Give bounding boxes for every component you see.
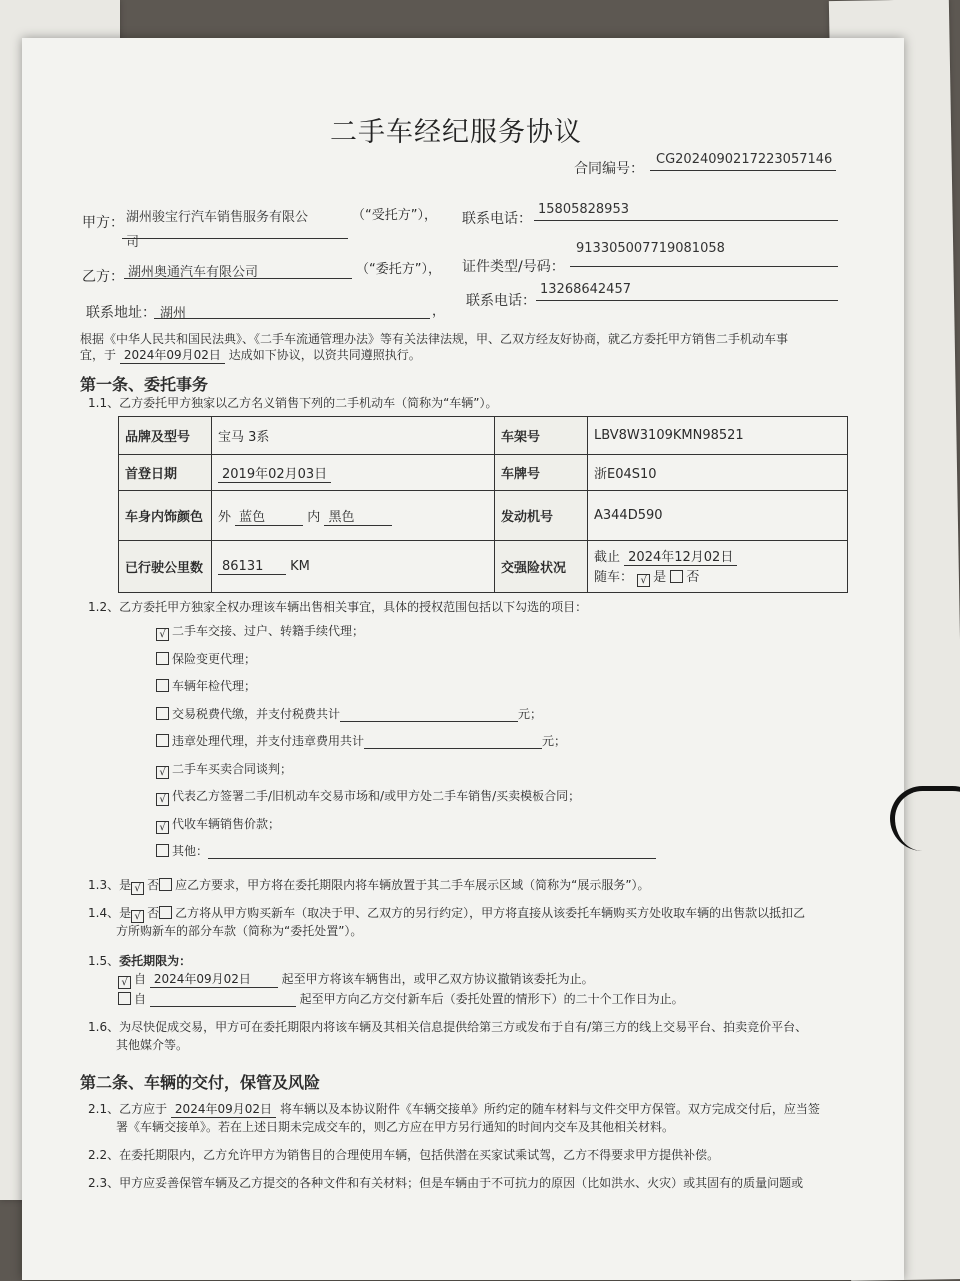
clause-2-1-date: 2024年09月02日: [171, 1100, 276, 1118]
checkbox-1-4-no[interactable]: [159, 906, 172, 919]
clause-1-4-line-2: 方所购新车的部分车款（简称为“委托处置”）。: [116, 924, 363, 938]
authorization-label: 违章处理代理，并支付违章费用共计: [172, 734, 365, 748]
mileage-label: 已行驶公里数: [119, 541, 212, 593]
authorization-label: 交易税费代缴，并支付税费共计: [172, 706, 341, 721]
intro-prefix: 宜，于: [80, 348, 117, 362]
term-1-prefix: 自: [134, 972, 147, 986]
intro-line-2: [80, 346, 421, 364]
party-b-address: 湖州: [160, 306, 187, 321]
mileage-cell: [212, 541, 495, 593]
clause-2-3: 2.3、甲方应妥善保管车辆及乙方提交的各种文件和有关材料；但是车辆由于不可抗力的原因（比如洪水、火灾）或其固有的质量问题或: [88, 1176, 804, 1190]
authorization-item: [156, 842, 656, 859]
color-in-value: 黑色: [324, 506, 392, 526]
authorization-checkbox[interactable]: √: [156, 766, 169, 779]
clause-1-5-label: 1.5、: [88, 954, 120, 968]
authorization-checkbox[interactable]: √: [156, 628, 169, 641]
party-a-phone: 15805828953: [538, 202, 629, 217]
clause-2-1-prefix: 2.1、乙方应于: [88, 1102, 168, 1116]
engine-label: 发动机号: [495, 491, 588, 541]
checkbox-1-4-yes[interactable]: √: [131, 910, 144, 923]
clause-1-1: 1.1、乙方委托甲方独家以乙方名义销售下列的二手机动车（简称为“车辆”）。: [88, 396, 498, 410]
clause-2-1: [88, 1100, 820, 1118]
plate-value: 浙E04S10: [588, 455, 848, 491]
mileage-value: 86131: [218, 559, 286, 575]
intro-date: 2024年09月02日: [120, 346, 225, 364]
authorization-checkbox[interactable]: √: [156, 821, 169, 834]
checkbox-no[interactable]: [670, 570, 683, 583]
party-a-label: 甲方：: [82, 215, 124, 231]
party-b-phone: 13268642457: [540, 282, 631, 297]
party-b-id: 913305007719081058: [576, 241, 725, 256]
party-a-name: 湖州骏宝行汽车销售服务有限公: [126, 210, 309, 225]
brand-value: 宝马 3系: [212, 417, 495, 455]
authorization-suffix: 元；: [518, 706, 543, 721]
vin-label: 车架号: [495, 417, 588, 455]
authorization-blank[interactable]: [340, 707, 518, 722]
authorization-label: 其他：: [172, 844, 209, 858]
engine-value: A344D590: [588, 491, 848, 541]
term-2-date: [150, 992, 296, 1007]
authorization-item: [156, 705, 542, 722]
brand-label: 品牌及型号: [119, 417, 212, 455]
intro-line-1: 根据《中华人民共和国民法典》、《二手车流通管理办法》等有关法律法规，甲、乙双方经友好协商，就乙方委托甲方销售二手机动车事: [80, 332, 789, 346]
clause-1-3-middle: 否: [147, 878, 160, 892]
authorization-item: [156, 815, 280, 834]
authorization-item: [156, 787, 580, 806]
authorization-checkbox[interactable]: [156, 679, 169, 692]
authorization-blank[interactable]: [364, 734, 542, 749]
party-b-address-label: 联系地址：: [86, 305, 156, 321]
authorization-checkbox[interactable]: √: [156, 793, 169, 806]
vehicle-table: [118, 416, 848, 593]
checkbox-term-2[interactable]: [118, 992, 131, 1005]
authorization-label: 代表乙方签署二手/旧机动车交易市场和/或甲方处二手车销售/买卖模板合同；: [172, 789, 581, 803]
section-2-heading: 第二条、车辆的交付，保管及风险: [80, 1073, 321, 1092]
table-row: [119, 491, 848, 541]
term-2-prefix: 自: [134, 992, 147, 1006]
table-row: [119, 455, 848, 491]
term-option-1: [118, 970, 594, 989]
authorization-label: 车辆年检代理；: [172, 679, 257, 693]
comma: ，: [432, 304, 446, 319]
insurance-until-prefix: 截止: [594, 550, 621, 565]
authorization-item: [156, 732, 566, 749]
authorization-blank[interactable]: [208, 844, 656, 859]
clause-1-4: [88, 904, 805, 923]
clause-1-6-line-1: 1.6、为尽快促成交易，甲方可在委托期限内将该车辆及其相关信息提供给第三方或发布于自有/第三方的线上交易平台、拍卖竞价平台、: [88, 1020, 808, 1034]
authorization-checkbox[interactable]: [156, 707, 169, 720]
party-b-phone-underline: [536, 300, 838, 301]
clause-1-3-prefix: 1.3、是: [88, 878, 132, 892]
party-b-role: （“委托方”），: [356, 262, 441, 277]
vin-value: LBV8W3109KMN98521: [588, 417, 848, 455]
checkbox-term-1[interactable]: √: [118, 976, 131, 989]
insurance-cell: [588, 541, 848, 593]
section-1-heading: 第一条、委托事务: [80, 375, 209, 394]
intro-suffix: 达成如下协议，以资共同遵照执行。: [228, 348, 421, 362]
insurance-label: 交强险状况: [495, 541, 588, 593]
authorization-label: 二手车交接、过户、转籍手续代理；: [172, 624, 365, 638]
clause-1-2: 1.2、乙方委托甲方独家全权办理该车辆出售相关事宜，具体的授权范围包括以下勾选的项目：: [88, 600, 588, 614]
authorization-suffix: 元；: [542, 734, 567, 748]
party-a-underline: [122, 238, 348, 239]
clause-1-4-middle: 否: [147, 906, 160, 920]
term-1-date: 2024年09月02日: [150, 970, 278, 988]
authorization-checkbox[interactable]: [156, 844, 169, 857]
clause-1-5: [88, 952, 191, 969]
color-cell: [212, 491, 495, 541]
clause-1-6-line-2: 其他媒介等。: [116, 1038, 189, 1052]
party-b-name: 湖州奥通汽车有限公司: [128, 265, 259, 280]
checkbox-1-3-no[interactable]: [159, 878, 172, 891]
clause-1-4-prefix: 1.4、是: [88, 906, 132, 920]
term-1-text: 起至甲方将该车辆售出，或甲乙双方协议撤销该委托为止。: [281, 972, 594, 986]
checkbox-1-3-yes[interactable]: √: [131, 882, 144, 895]
authorization-checkbox[interactable]: [156, 652, 169, 665]
mileage-unit: KM: [290, 558, 310, 574]
insurance-follow-row: [594, 566, 841, 587]
authorization-item: [156, 622, 364, 641]
color-out-value: 蓝色: [235, 506, 303, 526]
party-b-id-label: 证件类型/号码：: [462, 259, 565, 275]
color-in-prefix: 内: [307, 509, 321, 525]
clause-1-3: [88, 876, 650, 895]
party-b-label: 乙方：: [82, 269, 124, 285]
party-b-address-underline: [154, 318, 430, 319]
contract-page: [22, 38, 904, 1280]
reg-date-label: 首登日期: [119, 455, 212, 491]
authorization-label: 保险变更代理；: [172, 651, 257, 666]
insurance-no: 否: [686, 570, 700, 585]
authorization-label: 代收车辆销售价款；: [172, 816, 281, 831]
cable: [890, 786, 960, 851]
clause-2-2: 2.2、在委托期限内，乙方允许甲方为销售目的合理使用车辆，包括供潜在买家试乘试驾，乙方不得要求甲方提供补偿。: [88, 1148, 720, 1162]
party-a-role: （“受托方”），: [352, 208, 437, 223]
clause-1-4-line1: 乙方将从甲方购买新车（取决于甲、乙双方的另行约定），甲方将直接从该委托车辆购买方处收取车辆的出售款以抵扣乙: [175, 906, 806, 920]
authorization-item: [156, 760, 292, 779]
party-b-id-underline: [570, 266, 838, 267]
party-a-phone-label: 联系电话：: [462, 211, 532, 227]
plate-label: 车牌号: [495, 455, 588, 491]
authorization-label: 二手车买卖合同谈判；: [172, 761, 293, 776]
color-out-prefix: 外: [218, 509, 232, 525]
checkbox-yes[interactable]: √: [637, 574, 650, 587]
term-option-2: [118, 990, 684, 1007]
authorization-checkbox[interactable]: [156, 734, 169, 747]
reg-date-value: 2019年02月03日: [218, 463, 331, 483]
color-label: 车身内饰颜色: [119, 491, 212, 541]
table-row: [119, 417, 848, 455]
contract-no-value: CG20240902172230571​46: [656, 152, 833, 167]
party-b-phone-label: 联系电话：: [466, 293, 536, 309]
party-a-name-cont: 司: [126, 235, 140, 250]
authorization-item: [156, 677, 256, 694]
party-a-phone-underline: [534, 220, 838, 221]
insurance-follow-prefix: 随车：: [594, 570, 634, 585]
insurance-until-row: [594, 546, 841, 566]
clause-1-3-text: 应乙方要求，甲方将在委托期限内将车辆放置于其二手车展示区域（简称为“展示服务”）。: [175, 878, 650, 892]
contract-no-underline: [650, 170, 836, 171]
term-2-text: 起至甲方向乙方交付新车后（委托处置的情形下）的二十个工作日为止。: [299, 992, 684, 1006]
document-title: 二手车经纪服务协议: [330, 117, 582, 148]
insurance-until-value: 2024年12月02日: [624, 546, 737, 566]
insurance-yes: 是: [653, 570, 667, 585]
party-b-underline: [124, 278, 352, 279]
contract-no-label: 合同编号：: [574, 161, 644, 177]
authorization-item: [156, 650, 256, 667]
clause-2-1-line-2: 署《车辆交接单》。若在上述日期未完成交车的，则乙方应在甲方另行通知的时间内交车及其他相关材料。: [116, 1120, 675, 1134]
clause-1-5-title: 委托期限为：: [119, 954, 192, 968]
reg-date-cell: [212, 455, 495, 491]
table-row: [119, 541, 848, 593]
clause-2-1-text: 将车辆以及本协议附件《车辆交接单》所约定的随车材料与文件交甲方保管。双方完成交付后，应当签: [279, 1102, 820, 1116]
